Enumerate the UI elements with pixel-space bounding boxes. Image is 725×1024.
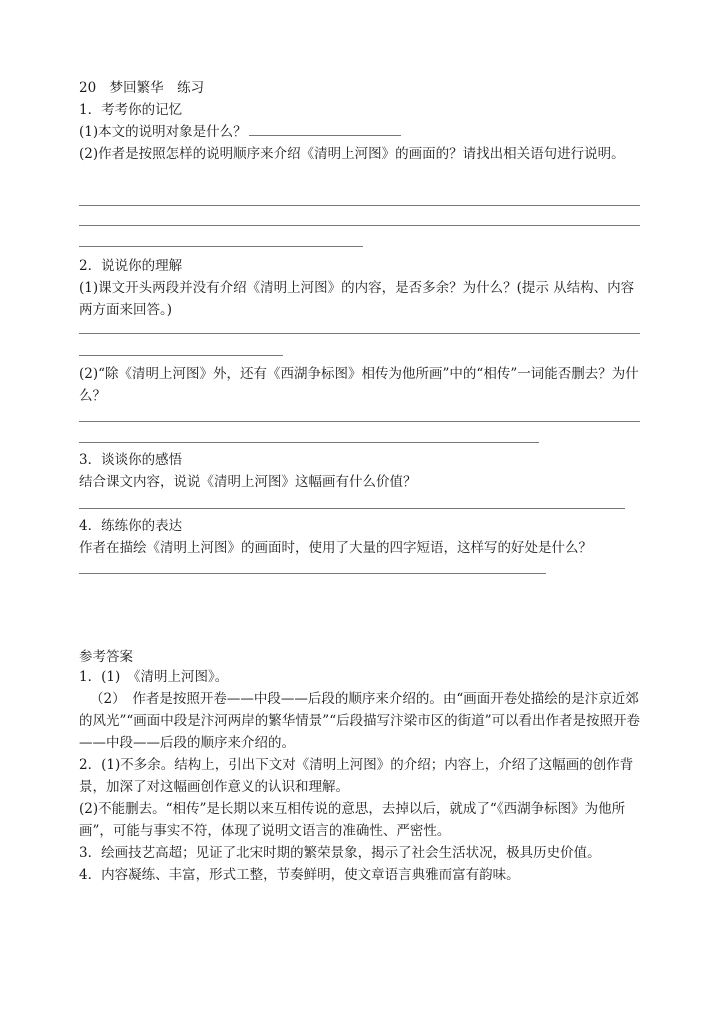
q2-heading: 2．说说你的理解 [79, 258, 183, 274]
page-title: 20 梦回繁华 练习 [79, 80, 205, 96]
answer-2-1: 2．(1)不多余。结构上，引出下文对《清明上河图》的介绍；内容上，介绍了这幅画的创作背景，加深了对这幅画创作意义的认识和理解。 [79, 757, 634, 795]
answer-2-2: (2)不能删去。“相传”是长期以来互相传说的意思，去掉以后，就成了“《西湖争标图》为他所画”，可能与事实不符，体现了说明文语言的准确性、严密性。 [79, 801, 626, 839]
answer-3: 3．绘画技艺高超；见证了北宋时期的繁荣景象，揭示了社会生活状况，极具历史价值。 [79, 845, 601, 861]
q1-sub2-text: (2)作者是按照怎样的说明顺序来介绍《清明上河图》的画面的？请找出相关语句进行说明。 [79, 146, 625, 162]
q2-sub2-text: (2)“除《清明上河图》外，还有《西湖争标图》相传为他所画”中的“相传”一词能否删去？为什么？ [79, 366, 639, 404]
answer-1-2: （2） 作者是按照开卷——中段——后段的顺序来介绍的。由“画面开卷处描绘的是汴京近郊的风光”“画面中段是汴河两岸的繁华情景”“后段描写汴梁市区的街道”可以看出作者是按照开卷——中段——后段的顺序来介绍的。 [79, 691, 641, 751]
q1-heading: 1．考考你的记忆 [79, 102, 183, 118]
answer-line [79, 421, 640, 422]
answer-line [79, 355, 283, 356]
q2-sub1-text: (1)课文开头两段并没有介绍《清明上河图》的内容，是否多余？为什么？(提示 从结构、内容两方面来回答。) [79, 280, 635, 318]
q3-heading: 3．谈谈你的感悟 [79, 452, 183, 468]
answer-line [79, 508, 625, 509]
q1-sub1-row [79, 121, 645, 143]
answer-line [79, 205, 640, 206]
answers-heading: 参考答案 [79, 649, 133, 665]
answer-line [79, 442, 539, 443]
answer-line [79, 225, 640, 226]
q1-sub1-answer-blank [249, 121, 401, 136]
answer-1-1: 1．(1) 《清明上河图》。 [79, 669, 229, 685]
answer-line [79, 573, 546, 574]
answer-line [79, 246, 363, 247]
answer-line [79, 333, 640, 334]
q3-body: 结合课文内容，说说《清明上河图》这幅画有什么价值？ [79, 474, 417, 490]
answer-4: 4．内容凝练、丰富，形式工整，节奏鲜明，使文章语言典雅而富有韵味。 [79, 867, 520, 883]
q4-heading: 4．练练你的表达 [79, 518, 183, 534]
q1-sub1-text: (1)本文的说明对象是什么？ [79, 124, 247, 140]
q4-body: 作者在描绘《清明上河图》的画面时，使用了大量的四字短语，这样写的好处是什么？ [79, 540, 592, 556]
